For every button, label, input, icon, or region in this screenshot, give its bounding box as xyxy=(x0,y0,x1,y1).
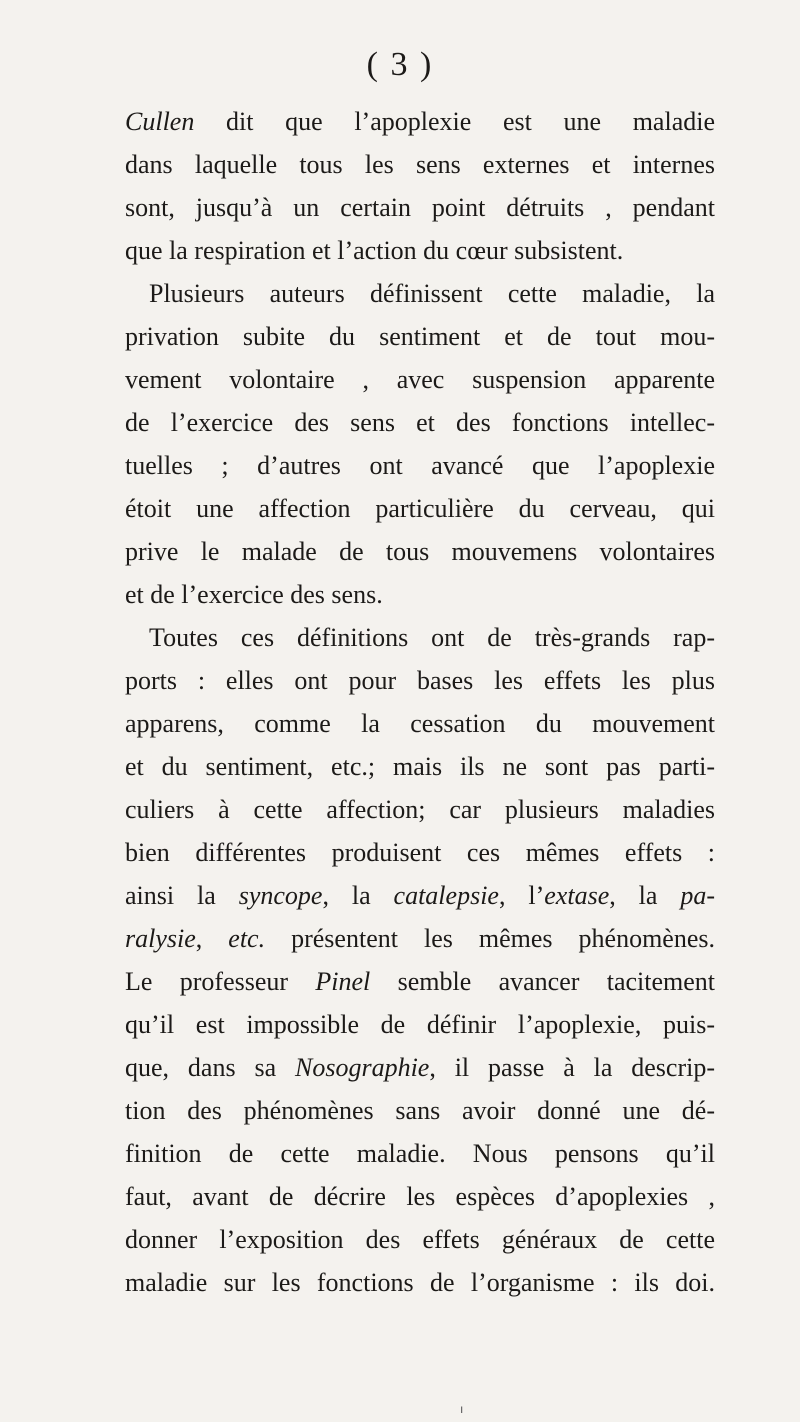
text-line: étoit une affection particulière du cerveau, qui xyxy=(125,494,715,523)
text-line: maladie sur les fonctions de l’organisme : ils doi. xyxy=(125,1268,715,1297)
text-line: et du sentiment, etc.; mais ils ne sont pas parti- xyxy=(125,752,715,781)
text-line: ports : elles ont pour bases les effets les plus xyxy=(125,666,715,695)
text-line: prive le malade de tous mouvemens volontaires xyxy=(125,537,715,566)
text-line: de l’exercice des sens et des fonctions intellec- xyxy=(125,408,715,437)
text-line: dans laquelle tous les sens externes et internes xyxy=(125,150,715,179)
text-line: vement volontaire , avec suspension apparente xyxy=(125,365,715,394)
text-line: ainsi la syncope, la catalepsie, l’extase, la pa- xyxy=(125,881,715,910)
body-text xyxy=(125,100,715,1304)
text-line: tuelles ; d’autres ont avancé que l’apoplexie xyxy=(125,451,715,480)
text-line: finition de cette maladie. Nous pensons qu’il xyxy=(125,1139,715,1168)
text-line: culiers à cette affection; car plusieurs maladies xyxy=(125,795,715,824)
text-line: privation subite du sentiment et de tout mou- xyxy=(125,322,715,351)
text-line: Le professeur Pinel semble avancer tacitement xyxy=(125,967,716,996)
text-line: Toutes ces définitions ont de très-grands rap- xyxy=(149,623,715,652)
text-line: Plusieurs auteurs définissent cette maladie, la xyxy=(149,279,715,308)
text-line: faut, avant de décrire les espèces d’apoplexies , xyxy=(125,1182,715,1211)
text-line: que, dans sa Nosographie, il passe à la descrip- xyxy=(125,1053,715,1082)
text-line: qu’il est impossible de définir l’apoplexie, puis- xyxy=(125,1010,715,1039)
signature-mark: ı xyxy=(460,1402,464,1416)
text-line: bien différentes produisent ces mêmes effets : xyxy=(125,838,715,867)
text-line: Cullen dit que l’apoplexie est une maladie xyxy=(125,107,715,136)
text-line: donner l’exposition des effets généraux de cette xyxy=(125,1225,715,1254)
text-line: tion des phénomènes sans avoir donné une dé- xyxy=(125,1096,715,1125)
text-line: que la respiration et l’action du cœur subsistent. xyxy=(125,236,624,265)
page-number: ( 3 ) xyxy=(366,46,434,83)
text-line: sont, jusqu’à un certain point détruits , pendant xyxy=(125,193,715,222)
text-line: ralysie, etc. présentent les mêmes phénomènes. xyxy=(125,924,715,953)
text-line: et de l’exercice des sens. xyxy=(125,580,383,609)
text-line: apparens, comme la cessation du mouvement xyxy=(125,709,715,738)
